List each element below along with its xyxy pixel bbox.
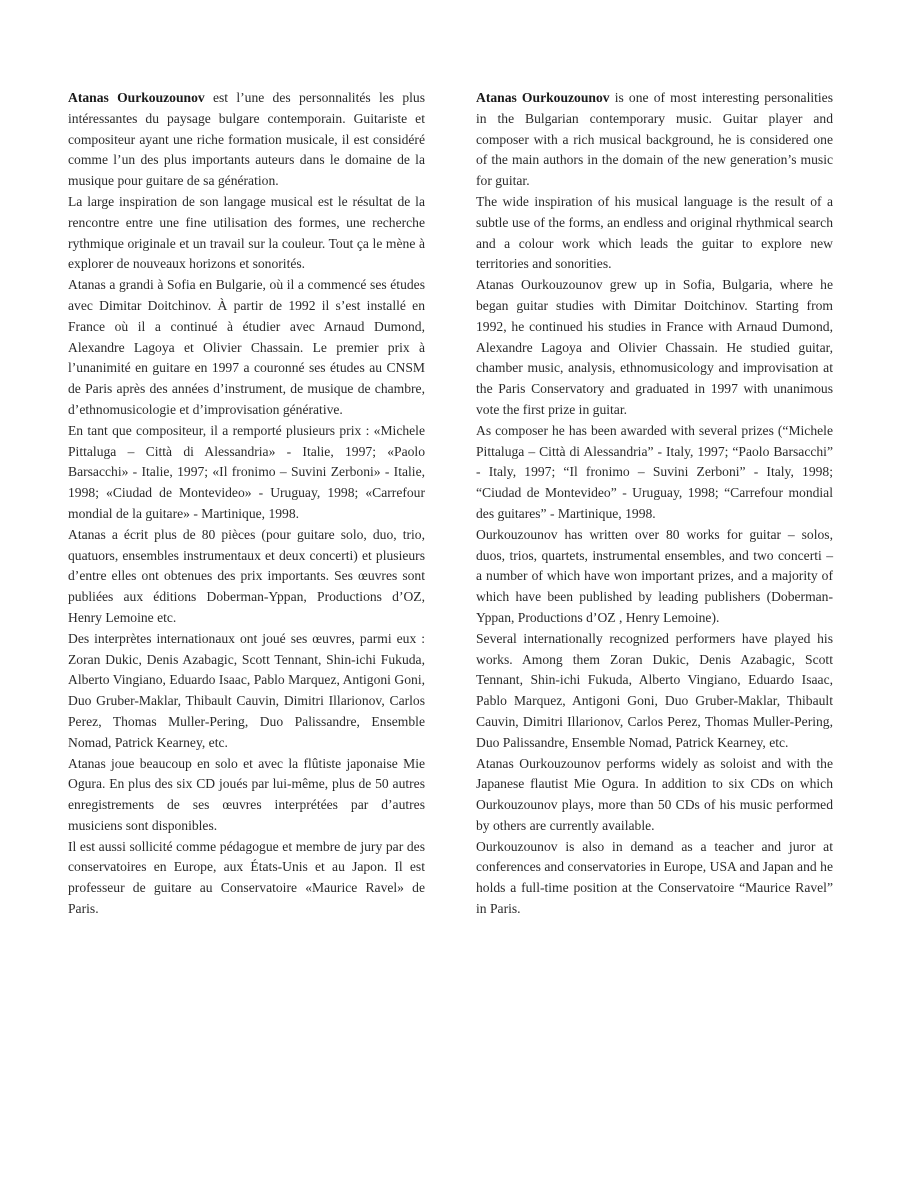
french-paragraph-inspiration: La large inspiration de son langage musical est le résultat de la rencontre entre une fine utilisation des formes, une recherche rythmique originale et un travail sur la couleur. Tout ça le mène à explorer de nouveaux horizons et sonorités.: [68, 193, 425, 272]
english-paragraph-inspiration: The wide inspiration of his musical language is the result of a subtle use of the forms, an endless and original rhythmical search and a colour work which leads the guitar to explore new territories and sonorities.: [476, 193, 833, 272]
french-paragraph-recordings: Atanas joue beaucoup en solo et avec la flûtiste japonaise Mie Ogura. En plus des six CD joués par lui-même, plus de 50 autres enregistrements de ses œuvres interprétées par d’autres musiciens sont disponibles.: [68, 755, 425, 833]
english-paragraph-intro: [476, 88, 833, 192]
french-paragraph-works: Atanas a écrit plus de 80 pièces (pour guitare solo, duo, trio, quatuors, ensembles instrumentaux et deux concerti) et plusieurs d’entre elles ont obtenues des prix importants. Ses œuvres sont publiées aux éditions Doberman-Yppan, Productions d’OZ, Henry Lemoine etc.: [68, 526, 425, 625]
artist-name-english: Atanas Ourkouzounov: [476, 90, 610, 105]
artist-name-french: Atanas Ourkouzounov: [68, 90, 205, 105]
english-paragraph-teaching: Ourkouzounov is also in demand as a teacher and juror at conferences and conservatories in Europe, USA and Japan and he holds a full-time position at the Conservatoire “Maurice Ravel” in Paris.: [476, 838, 833, 917]
french-paragraph-prizes: En tant que compositeur, il a remporté plusieurs prix : «Michele Pittaluga – Città di Alessandria» - Italie, 1997; «Paolo Barsacchi» - Italie, 1997; «Il fronimo – Suvini Zerboni» - Italie, 1998; «Ciudad de Montevideo» - Uruguay, 1998; «Carrefour mondial de la guitare» - Martinique, 1998.: [68, 422, 425, 521]
english-paragraph-recordings: Atanas Ourkouzounov performs widely as soloist and with the Japanese flautist Mie Ogura. In addition to six CDs on which Ourkouzounov plays, more than 50 CDs of his music performed by others are currently available.: [476, 755, 833, 833]
french-paragraph-intro: [68, 88, 425, 192]
english-paragraph-prizes: As composer he has been awarded with several prizes (“Michele Pittaluga – Città di Alessandria” - Italy, 1997; “Paolo Barsacchi” - Italy, 1997; “Il fronimo – Suvini Zerboni” - Italy, 1998; “Ciudad de Montevideo” - Uruguay, 1998; “Carrefour mondial des guitares” - Martinique, 1998.: [476, 422, 833, 521]
french-paragraph-education: Atanas a grandi à Sofia en Bulgarie, où il a commencé ses études avec Dimitar Doitchinov. À partir de 1992 il s’est installé en France où il a continué à étudier avec Arnaud Dumond, Alexandre Lagoya et Olivier Chassain. Le premier prix à l’unanimité en guitare en 1997 a couronné ses études au CNSM de Paris après des années d’instrument, de musique de chambre, d’ethnomusicologie et d’improvisation générative.: [68, 277, 425, 417]
french-intro-text: est l’une des personnalités les plus intéressantes du paysage bulgare contemporain. Guitariste et compositeur ayant une riche formation musicale, il est considéré comme l’un des plus importants auteurs dans le domaine de la musique pour guitare de sa génération.: [68, 90, 425, 189]
french-column: [68, 88, 425, 920]
english-column: [476, 88, 833, 920]
french-paragraph-performers: Des interprètes internationaux ont joué ses œuvres, parmi eux : Zoran Dukic, Denis Azabagic, Scott Tennant, Shin-ichi Fukuda, Alberto Vingiano, Eduardo Isaac, Pablo Marquez, Antigoni Goni, Duo Gruber-Maklar, Thibault Cauvin, Dimitri Illarionov, Carlos Perez, Thomas Muller-Pering, Duo Palissandre, Ensemble Nomad, Patrick Kearney, etc.: [68, 630, 425, 750]
english-paragraph-works: Ourkouzounov has written over 80 works for guitar – solos, duos, trios, quartets, instrumental ensembles, and two concerti – a number of which have won important prizes, and a majority of which have been published by leading publishers (Doberman-Yppan, Productions d’OZ , Henry Lemoine).: [476, 526, 833, 625]
english-paragraph-education: Atanas Ourkouzounov grew up in Sofia, Bulgaria, where he began guitar studies with Dimitar Doitchinov. Starting from 1992, he continued his studies in France with Arnaud Dumond, Alexandre Lagoya and Olivier Chassain. He studied guitar, chamber music, analysis, ethnomusicology and improvisation at the Paris Conservatory and graduated in 1997 with unanimous vote the first prize in guitar.: [476, 277, 833, 417]
english-paragraph-performers: Several internationally recognized performers have played his works. Among them Zoran Dukic, Denis Azabagic, Scott Tennant, Shin-ichi Fukuda, Alberto Vingiano, Eduardo Isaac, Pablo Marquez, Antigoni Goni, Duo Gruber-Maklar, Thibault Cauvin, Dimitri Illarionov, Carlos Perez, Thomas Muller-Pering, Duo Palissandre, Ensemble Nomad, Patrick Kearney, etc.: [476, 630, 833, 750]
english-intro-text: is one of most interesting personalities in the Bulgarian contemporary music. Guitar player and composer with a rich musical background, he is considered one of the main authors in the domain of the new generation’s music for guitar.: [476, 90, 833, 189]
french-paragraph-teaching: Il est aussi sollicité comme pédagogue et membre de jury par des conservatoires en Europe, aux États-Unis et au Japon. Il est professeur de guitare au Conservatoire «Maurice Ravel» de Paris.: [68, 838, 425, 917]
